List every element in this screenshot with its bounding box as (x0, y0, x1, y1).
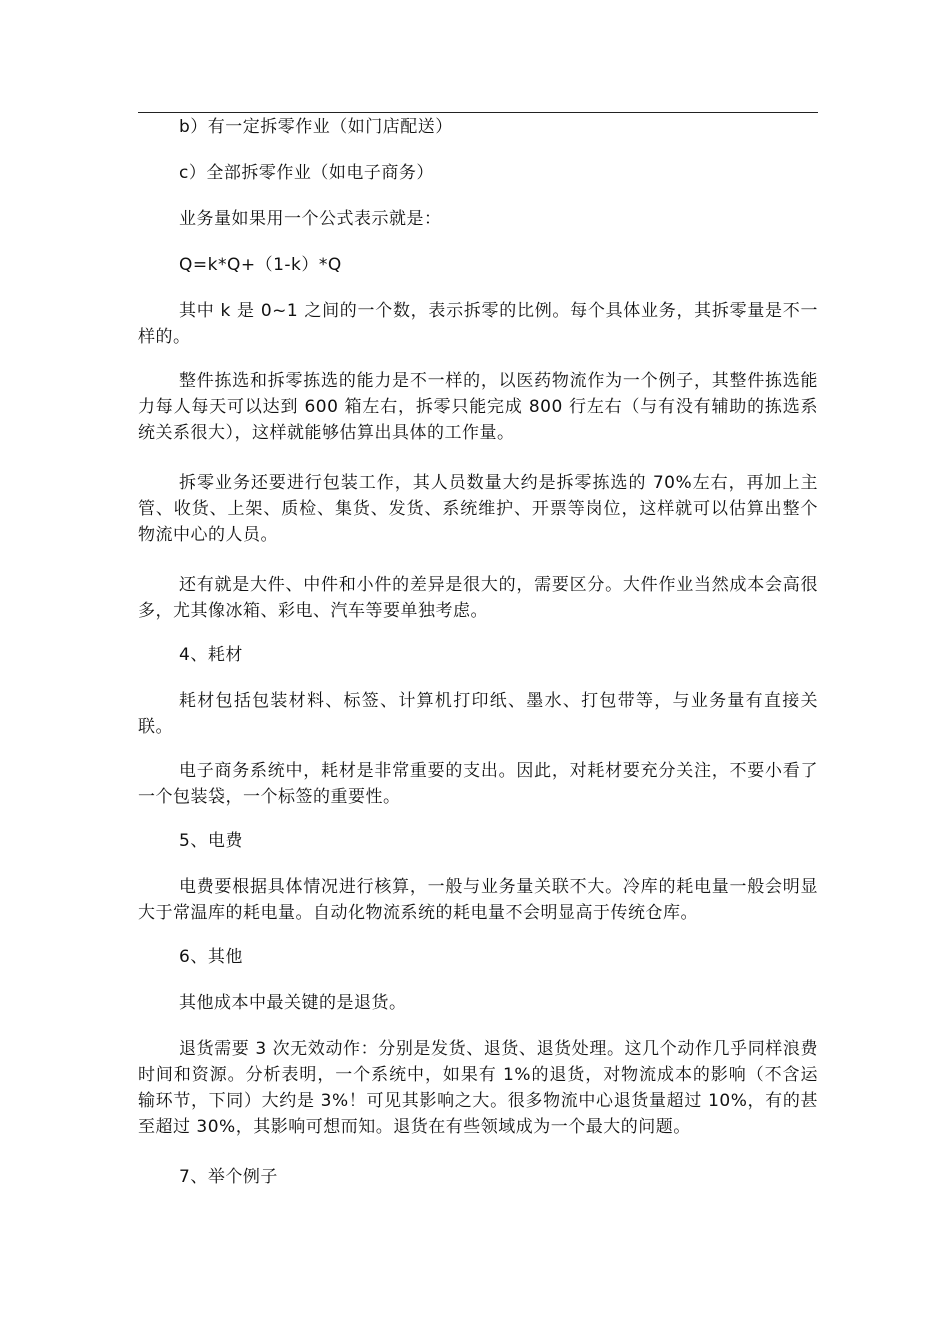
paragraph-k-ratio: 其中 k 是 0~1 之间的一个数，表示拆零的比例。每个具体业务，其拆零量是不一样的。 (138, 301, 818, 347)
paragraph-electricity: 电费要根据具体情况进行核算，一般与业务量关联不大。冷库的耗电量一般会明显大于常温库的耗电量。自动化物流系统的耗电量不会明显高于传统仓库。 (138, 877, 818, 923)
paragraph-picking-capacity: 整件拣选和拆零拣选的能力是不一样的，以医药物流作为一个例子，其整件拣选能力每人每天可以达到 600 箱左右，拆零只能完成 800 行左右（与有没有辅助的拣选系统关系很大），这样就能够估算出具体的工作量。 (138, 371, 818, 443)
heading-other: 6、其他 (179, 947, 243, 967)
paragraph-formula-intro: 业务量如果用一个公式表示就是： (179, 209, 442, 229)
paragraph-returns-detail: 退货需要 3 次无效动作：分别是发货、退货、退货处理。这几个动作几乎同样浪费时间和资源。分析表明，一个系统中，如果有 1%的退货，对物流成本的影响（不含运输环节，下同）大约是 3%！可见其影响之大。很多物流中心退货量超过 10%，有的甚至超过 30%，其影响可想而知。退货在有些领域成为一个最大的问题。 (138, 1039, 818, 1137)
heading-example: 7、举个例子 (179, 1167, 278, 1187)
header-rule (138, 112, 818, 113)
paragraph-c: c）全部拆零作业（如电子商务） (179, 163, 434, 183)
paragraph-ecommerce-consumables: 电子商务系统中，耗材是非常重要的支出。因此，对耗材要充分关注，不要小看了一个包装袋，一个标签的重要性。 (138, 761, 818, 807)
heading-consumables: 4、耗材 (179, 645, 243, 665)
document-body (138, 114, 818, 1210)
paragraph-b: b）有一定拆零作业（如门店配送） (179, 117, 453, 137)
paragraph-consumables: 耗材包括包装材料、标签、计算机打印纸、墨水、打包带等，与业务量有直接关联。 (138, 691, 818, 737)
paragraph-returns-key: 其他成本中最关键的是退货。 (179, 993, 407, 1013)
paragraph-item-size: 还有就是大件、中件和小件的差异是很大的，需要区分。大件作业当然成本会高很多，尤其像冰箱、彩电、汽车等要单独考虑。 (138, 575, 818, 621)
formula: Q=k*Q+（1-k）*Q (179, 255, 342, 275)
heading-electricity: 5、电费 (179, 831, 243, 851)
paragraph-packing-staff: 拆零业务还要进行包装工作，其人员数量大约是拆零拣选的 70%左右，再加上主管、收货、上架、质检、集货、发货、系统维护、开票等岗位，这样就可以估算出整个物流中心的人员。 (138, 473, 818, 545)
